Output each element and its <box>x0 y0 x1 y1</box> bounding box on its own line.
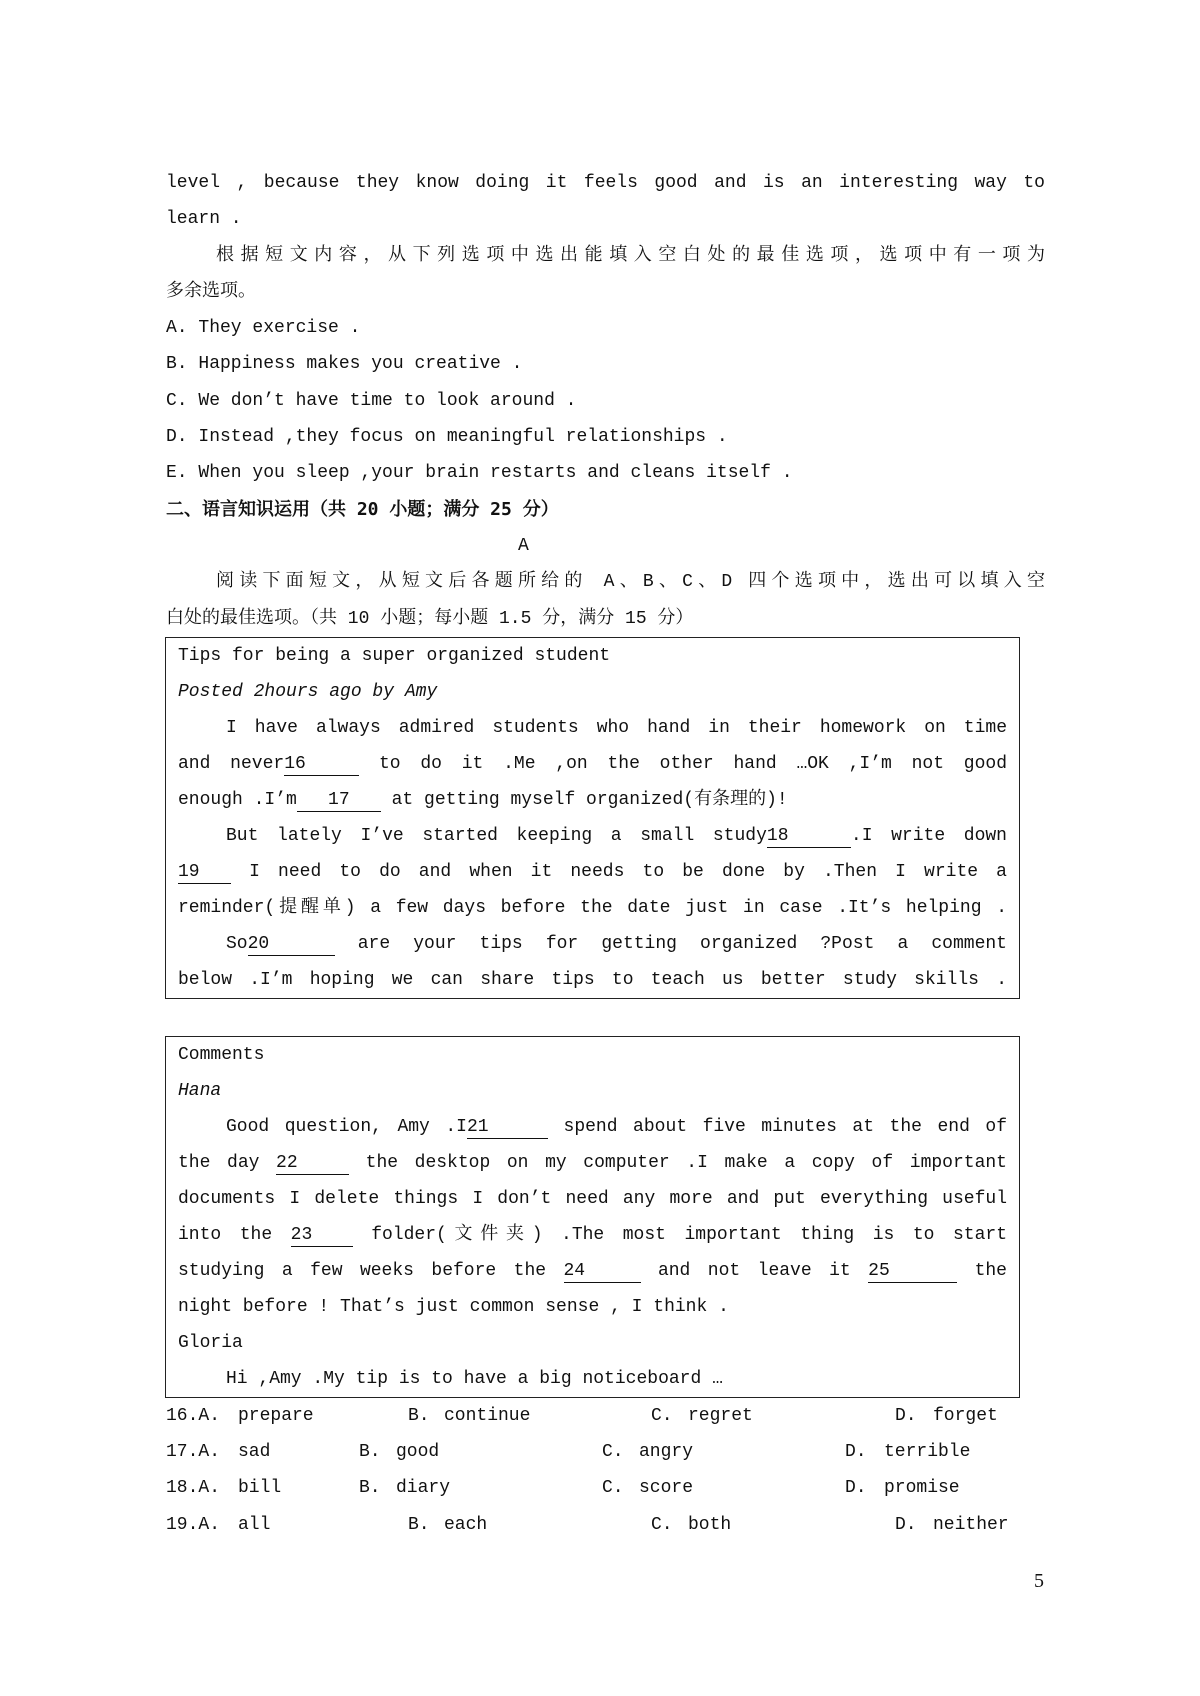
option-text: We don’t have time to look around . <box>198 390 577 411</box>
blank-25: 25 <box>868 1260 957 1283</box>
post-line <box>178 746 1007 782</box>
comment-line <box>178 1217 1007 1253</box>
section-title: 二、语言知识运用（共 20 小题；满分 25 分） <box>166 498 559 520</box>
option-text: score <box>639 1478 694 1499</box>
option-text: regret <box>688 1405 753 1426</box>
question-19 <box>166 1507 1045 1543</box>
post-line <box>178 890 1007 926</box>
comments-heading: Comments <box>178 1044 265 1065</box>
question-17 <box>166 1434 1045 1470</box>
post-text: But lately I’ve started keeping a small study <box>226 825 767 846</box>
post-text: I have always admired students who hand in their homework on time <box>226 717 1007 738</box>
option-text: They exercise . <box>198 318 361 339</box>
blank-24: 24 <box>564 1260 641 1283</box>
question-num: 16. <box>166 1405 199 1426</box>
option-d <box>166 419 1045 455</box>
option-label: A. <box>198 1405 221 1426</box>
option-label: C. <box>602 1478 624 1499</box>
post-title: Tips for being a super organized student <box>178 645 611 666</box>
option-text: angry <box>639 1442 694 1463</box>
option-text: forget <box>933 1405 998 1426</box>
option-text: each <box>444 1514 488 1535</box>
option-label: A. <box>166 318 188 339</box>
comment-text: the desktop on my computer .I make a copy of important <box>349 1152 1007 1173</box>
post-box <box>165 637 1020 999</box>
option-text: continue <box>444 1405 531 1426</box>
blank-20: 20 <box>248 933 335 956</box>
option-text: Happiness makes you creative . <box>198 354 523 375</box>
post-text: So <box>226 933 248 954</box>
post-line <box>178 962 1007 998</box>
comment-line: Hi ,Amy .My tip is to have a big noticeboard … <box>226 1368 723 1389</box>
comment-text: documents I delete things I don’t need any more and put everything useful <box>178 1188 1007 1209</box>
option-text: diary <box>396 1478 451 1499</box>
option-text: promise <box>884 1478 960 1499</box>
post-text: .I write down <box>850 825 1007 846</box>
option-label: B. <box>408 1405 430 1426</box>
option-b <box>166 346 1045 382</box>
post-text: reminder(提醒单) a few days before the date just in case .It’s helping . <box>178 897 1007 918</box>
question-num: 18. <box>166 1478 199 1499</box>
question-number <box>166 1398 220 1434</box>
post-byline: Posted 2hours ago by Amy <box>178 681 438 702</box>
blank-21: 21 <box>467 1116 548 1139</box>
option-text: sad <box>238 1442 271 1463</box>
exam-page-content <box>166 165 1045 1543</box>
comment-line <box>178 1253 1007 1289</box>
task-instruction-line: 多余选项。 <box>166 281 256 302</box>
option-label: C. <box>651 1405 673 1426</box>
post-text: below .I’m hoping we can share tips to teach us better study skills . <box>178 969 1007 990</box>
question-18 <box>166 1470 1045 1506</box>
comment-line <box>178 1109 1007 1145</box>
post-text: enough .I’m <box>178 789 297 810</box>
option-a <box>166 310 1045 346</box>
option-label: C. <box>651 1514 673 1535</box>
passage-continuation-line: learn . <box>166 209 242 230</box>
comment-line <box>178 1289 1007 1325</box>
blank-23: 23 <box>291 1224 353 1247</box>
passage-label: A <box>518 535 529 556</box>
question-num: 17. <box>166 1442 199 1463</box>
option-text: both <box>688 1514 732 1535</box>
option-label: C. <box>166 390 188 411</box>
comment-text: Good question, Amy .I <box>226 1116 467 1137</box>
post-text: at getting myself organized(有条理的)! <box>380 789 788 810</box>
post-line <box>178 854 1007 890</box>
option-label: B. <box>408 1514 430 1535</box>
option-label: B. <box>359 1442 381 1463</box>
post-line <box>178 710 1007 746</box>
option-e <box>166 455 1045 491</box>
option-label: D. <box>845 1442 867 1463</box>
option-text: all <box>238 1514 271 1535</box>
comment-text: studying a few weeks before the <box>178 1260 564 1281</box>
option-c <box>166 383 1045 419</box>
comment-author-hana: Hana <box>178 1080 222 1101</box>
post-line <box>178 782 1007 818</box>
option-label: C. <box>602 1442 624 1463</box>
post-text: to do it .Me ,on the other hand …OK ,I’m not good <box>359 753 1007 774</box>
comment-line <box>178 1145 1007 1181</box>
blank-16: 16 <box>284 753 359 776</box>
blank-17: 17 <box>297 789 381 812</box>
option-label: D. <box>895 1514 917 1535</box>
question-number <box>166 1507 220 1543</box>
comment-text: spend about five minutes at the end of <box>548 1116 1007 1137</box>
comment-text: the day <box>178 1152 277 1173</box>
option-label: A. <box>198 1478 221 1499</box>
question-number <box>166 1470 220 1506</box>
comment-author-gloria: Gloria <box>178 1332 243 1353</box>
post-text: are your tips for getting organized ?Post a comment <box>334 933 1007 954</box>
option-label: D. <box>166 427 188 448</box>
comment-text: into the <box>178 1224 291 1245</box>
option-label: D. <box>895 1405 917 1426</box>
option-text: terrible <box>884 1442 971 1463</box>
option-label: D. <box>845 1478 867 1499</box>
task-instruction-line: 根据短文内容，从下列选项中选出能填入空白处的最佳选项，选项中有一项为 <box>216 245 1045 266</box>
comment-text: and not leave it <box>640 1260 869 1281</box>
option-label: A. <box>198 1442 221 1463</box>
option-text: Instead ,they focus on meaningful relationships . <box>198 427 728 448</box>
option-text: When you sleep ,your brain restarts and cleans itself . <box>198 463 793 484</box>
question-num: 19. <box>166 1514 199 1535</box>
comment-line <box>178 1181 1007 1217</box>
option-label: B. <box>359 1478 381 1499</box>
option-label: E. <box>166 463 188 484</box>
comment-text: folder(文件夹) .The most important thing is to start <box>352 1224 1007 1245</box>
passage-continuation-line: level , because they know doing it feels good and is an interesting way to <box>166 173 1045 193</box>
question-number <box>166 1434 220 1470</box>
option-label: A. <box>198 1514 221 1535</box>
blank-19: 19 <box>178 861 231 884</box>
section-instruction-line: 白处的最佳选项。（共 10 小题；每小题 1.5 分，满分 15 分） <box>166 608 694 629</box>
option-text: prepare <box>238 1405 314 1426</box>
post-text: I need to do and when it needs to be done by .Then I write a <box>231 861 1007 882</box>
blank-22: 22 <box>276 1152 349 1175</box>
question-16 <box>166 1398 1045 1434</box>
section-instruction-line: 阅读下面短文，从短文后各题所给的 A、B、C、D 四个选项中，选出可以填入空 <box>216 572 1045 593</box>
post-text: and never <box>178 753 285 774</box>
option-text: bill <box>238 1478 282 1499</box>
comments-box <box>165 1036 1020 1398</box>
option-text: good <box>396 1442 440 1463</box>
blank-18: 18 <box>767 825 851 848</box>
option-label: B. <box>166 354 188 375</box>
page-number: 5 <box>1034 1570 1044 1592</box>
option-text: neither <box>933 1514 1009 1535</box>
post-line <box>178 818 1007 854</box>
comment-text: night before ! That’s just common sense , I think . <box>178 1296 729 1317</box>
post-line <box>178 926 1007 962</box>
comment-text: the <box>957 1260 1007 1281</box>
